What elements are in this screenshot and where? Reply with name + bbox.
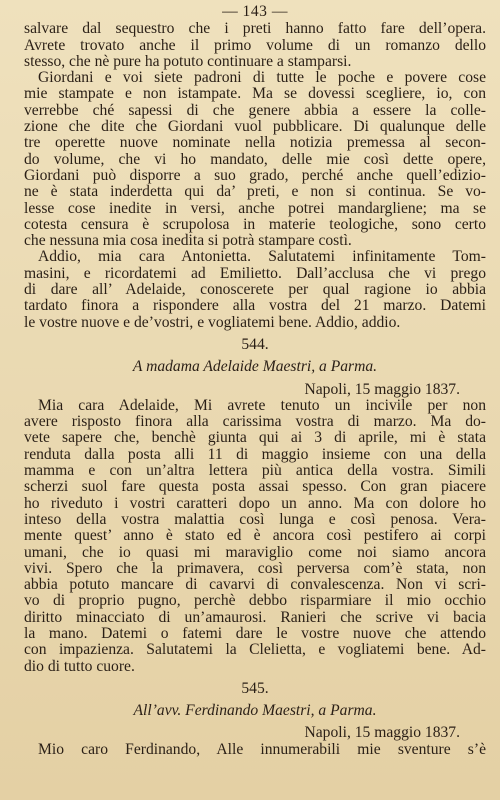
text-line: Giordani può disporre a suo grado, perché anche quell’edizio- bbox=[24, 167, 486, 184]
paragraph-3 bbox=[24, 249, 486, 330]
letter-544-body bbox=[24, 398, 486, 675]
text-line: avere risposto finora alla carissima vostra di marzo. Ma do- bbox=[24, 414, 486, 431]
letter-date: Napoli, 15 maggio 1837. bbox=[304, 724, 460, 742]
paragraph-1 bbox=[24, 21, 486, 70]
letter-address: All’avv. Ferdinando Maestri, a Parma. bbox=[133, 702, 377, 720]
text-line: abbia potuto mancare di cavarvi di convalescenza. Non vi scri- bbox=[24, 577, 486, 594]
text-line: ho riveduto i vostri caratteri dopo un anno. Ma con dolore ho bbox=[24, 495, 486, 512]
text-line: di dare all’ Adelaide, conoscerete per qual ragione io abbia bbox=[24, 282, 486, 299]
text-line: do volume, che vi ho mandato, delle mie così dette opere, bbox=[24, 151, 486, 168]
text-line: stesso, che nè pure ha potuto continuare a stamparsi. bbox=[24, 53, 352, 70]
text-line: Addio, mia cara Antonietta. Salutatemi infinitamente Tom- bbox=[38, 249, 486, 266]
text-line: dio di tutto cuore. bbox=[24, 658, 135, 675]
text-line: cotesta censura è scrupolosa in materie teologiche, sono certo bbox=[24, 216, 486, 233]
text-line: vo di proprio pugno, perchè debbo risparmiare il mio occhio bbox=[24, 593, 486, 610]
text-line: ne è stata inderdetta qui da’ preti, e non si continua. Se vo- bbox=[24, 184, 486, 201]
text-line: le vostre nuove e de’vostri, e vogliatemi bene. Addio, addio. bbox=[24, 314, 401, 331]
text-line: Giordani e voi siete padroni di tutte le poche e povere cose bbox=[38, 70, 486, 87]
text-line: scherzi suol fare questa posta assai spesso. Con gran piacere bbox=[24, 479, 486, 496]
letter-date: Napoli, 15 maggio 1837. bbox=[304, 380, 460, 398]
paragraph-2 bbox=[24, 70, 486, 249]
text-line: Mia cara Adelaide, Mi avrete tenuto un incivile per non bbox=[38, 397, 486, 414]
text-line: con impazienza. Salutatemi la Clelietta, e vogliatemi bene. Ad- bbox=[24, 642, 486, 659]
text-line: masini, e ricordatemi ad Emilietto. Dall’acclusa che vi prego bbox=[24, 265, 486, 282]
text-line: salvare dal sequestro che i preti hanno fatto fare dell’opera. bbox=[24, 21, 486, 38]
text-line: renduta dalla posta alli 11 di maggio insieme con una della bbox=[24, 446, 486, 463]
text-line: tardato finora a rispondere alla vostra del 21 marzo. Datemi bbox=[24, 298, 486, 315]
text-line: vivi. Spero che la primavera, così perversa com’è stata, non bbox=[24, 560, 486, 577]
text-line: diritto minacciato di un’amaurosi. Ranieri che scrive vi bacia bbox=[24, 609, 486, 626]
text-line: tre operette nuove nominate nella notizia premessa al secon- bbox=[24, 135, 486, 152]
text-line: mie stampate e non istampate. Ma se dovessi scegliere, io, con bbox=[24, 86, 486, 103]
letter-number: 545. bbox=[241, 679, 269, 697]
text-line: la mano. Datemi o fatemi dare le vostre nuove che attendo bbox=[24, 625, 486, 642]
letter-545-body bbox=[24, 742, 486, 758]
text-line: lesse cose inedite in versi, anche potrei mandargliene; ma se bbox=[24, 200, 486, 217]
page-number: — 143 — bbox=[222, 3, 288, 20]
text-line: che nessuna mia cosa inedita si potrà stampare costì. bbox=[24, 233, 352, 250]
text-line: Mio caro Ferdinando, Alle innumerabili mie sventure s’è bbox=[38, 741, 486, 758]
text-line: vete sapere che, benchè giunta qui ai 3 di aprile, mi è stata bbox=[24, 430, 486, 447]
text-line: Avrete trovato anche il primo volume di un romanzo dello bbox=[24, 37, 486, 54]
letter-address: A madama Adelaide Maestri, a Parma. bbox=[132, 358, 378, 376]
text-line: umani, che io quasi mi maraviglio come noi siamo ancora bbox=[24, 544, 486, 561]
text-line: mamma e con un’altra lettera più antica della vostra. Simili bbox=[24, 463, 486, 480]
text-line: verrebbe ché sapessi di che genere abbia a essere la colle- bbox=[24, 102, 486, 119]
text-line: inteso della vostra malattia così lunga e così penosa. Vera- bbox=[24, 511, 486, 528]
text-line: zione che dite che Giordani vuol pubblicare. Di qualunque delle bbox=[24, 119, 486, 136]
letter-number: 544. bbox=[241, 335, 269, 353]
text-line: mente quest’ anno è stato ed è ancora così pestifero ai corpi bbox=[24, 528, 486, 545]
